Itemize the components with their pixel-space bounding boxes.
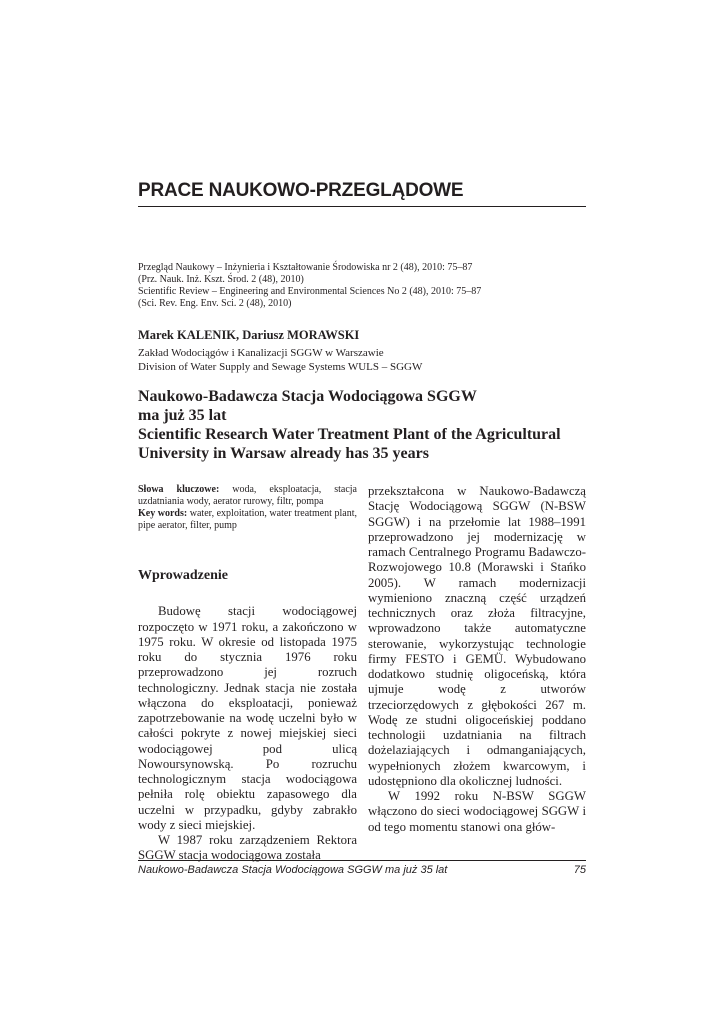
title-line: Naukowo-Badawcza Stacja Wodociągowa SGGW xyxy=(138,388,477,405)
body-paragraph: przekształcona w Naukowo-Badawczą Stację Wodociągową SGGW (N-BSW SGGW) i na przełomie lat 1988–1991 przeprowadzono jej modernizację w ramach Centralnego Programu Badawczo-Rozwojowego 10.8 (Morawski i Stańko 2005). W ramach modernizacji wymieniono znaczną część urządzeń technicznych oraz złoża filtracyjne, wprowadzono także automatyczne sterowanie, wykorzystując technologie firmy FESTO i GEMÜ. Wybudowano dodatkowo studnię oligoceńską, która ujmuje wodę z utworów trzeciorzędowych z głębokości 267 m. Wodę ze studni oligoceńskiej poddano technologii uzdatniania na filtrach dożelaziających i odmanganiających, wypełnionych złożem kwarcowym, i udostępniono dla okolicznej ludności. xyxy=(368,484,586,788)
keywords-en-label: Key words: xyxy=(138,508,188,519)
affiliation-line: Division of Water Supply and Sewage Systems WULS – SGGW xyxy=(138,360,423,373)
authors: Marek KALENIK, Dariusz MORAWSKI xyxy=(138,328,360,342)
citation-line: (Prz. Nauk. Inż. Kszt. Środ. 2 (48), 2010) xyxy=(138,274,304,285)
keywords-pl-text: woda, eksploatacja, stacja uzdatniania wody, aerator rurowy, filtr, pompa xyxy=(138,484,357,507)
intro-heading: Wprowadzenie xyxy=(138,568,228,583)
citation-block xyxy=(138,262,598,310)
title-line: ma już 35 lat xyxy=(138,407,227,424)
affiliation xyxy=(138,347,422,374)
keywords-pl-label: Słowa kluczowe: xyxy=(138,484,220,495)
body-paragraph: W 1992 roku N-BSW SGGW włączono do sieci wodociągowej SGGW i od tego momentu stanowi ona głów- xyxy=(368,789,586,834)
section-heading: PRACE NAUKOWO-PRZEGLĄDOWE xyxy=(138,180,464,201)
citation-line: Przegląd Naukowy – Inżynieria i Kształtowanie Środowiska nr 2 (48), 2010: 75–87 xyxy=(138,262,473,273)
footer-rule xyxy=(138,860,586,861)
right-column xyxy=(368,484,586,835)
article-title xyxy=(138,387,598,463)
title-line: University in Warsaw already has 35 years xyxy=(138,445,429,462)
running-title: Naukowo-Badawcza Stacja Wodociągowa SGGW ma już 35 lat xyxy=(138,864,448,876)
left-column xyxy=(138,484,357,864)
citation-line: (Sci. Rev. Eng. Env. Sci. 2 (48), 2010) xyxy=(138,298,292,309)
body-paragraph: Budowę stacji wodociągowej rozpoczęto w 1971 roku, a zakończono w 1975 roku. W okresie od listopada 1975 roku do stycznia 1976 roku przeprowadzono jej rozruch technologiczny. Jednak stacja nie została włączona do eksploatacji, ponieważ zapotrzebowanie na wodę uczelni było w całości pokryte z nowej miejskiej sieci wodociągowej pod ulicą Nowoursynowską. Po rozruchu technologicznym stacja wodociągowa pełniła rolę obiektu zapasowego dla uczelni w przypadku, gdyby zabrakło wody z sieci miejskiej. xyxy=(138,604,357,832)
keywords-pl xyxy=(138,484,357,508)
section-heading-rule xyxy=(138,206,586,207)
title-line: Scientific Research Water Treatment Plant of the Agricultural xyxy=(138,426,561,443)
keywords-en xyxy=(138,508,357,532)
citation-line: Scientific Review – Engineering and Environmental Sciences No 2 (48), 2010: 75–87 xyxy=(138,286,482,297)
keywords-en-text: water, exploitation, water treatment plant, pipe aerator, filter, pump xyxy=(138,508,357,531)
affiliation-line: Zakład Wodociągów i Kanalizacji SGGW w Warszawie xyxy=(138,347,384,359)
page-number: 75 xyxy=(573,864,586,876)
body-paragraph: W 1987 roku zarządzeniem Rektora SGGW stacja wodociągowa została xyxy=(138,833,357,863)
